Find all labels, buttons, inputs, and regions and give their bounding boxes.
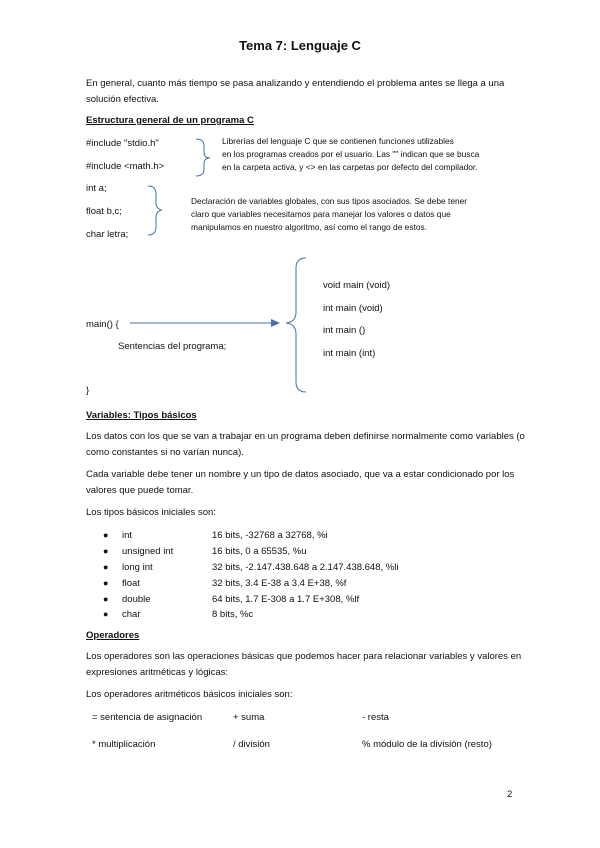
globals-brace	[148, 186, 162, 235]
main-arrow-head	[271, 319, 280, 327]
var-char: char letra;	[86, 229, 129, 240]
operators-paragraph-1: Los operadores son las operaciones básicas que podemos hacer para relacionar variables y valores en expresiones aritméticas y lógicas:	[86, 651, 522, 678]
operator-subtract: - resta	[362, 712, 389, 723]
main-close: }	[86, 385, 90, 396]
main-variant-int-int: int main (int)	[323, 348, 376, 359]
page-number: 2	[507, 789, 513, 800]
type-desc: 16 bits, -32768 a 32768, %i	[212, 530, 328, 541]
globals-note-2: claro que variables necesitamos para manejar los valores o datos que	[191, 209, 451, 219]
operator-modulo: % módulo de la división (resto)	[362, 739, 492, 750]
structure-heading: Estructura general de un programa C	[86, 115, 254, 126]
type-desc: 32 bits, -2.147.438.648 a 2.147.438.648, %li	[212, 562, 399, 573]
statements-text: Sentencias del programa;	[118, 341, 227, 352]
type-name: char	[122, 609, 141, 620]
variables-heading: Variables: Tipos básicos	[86, 410, 197, 421]
operator-multiply: * multiplicación	[92, 739, 156, 750]
main-variant-int-void: int main (void)	[323, 303, 383, 314]
type-name: double	[122, 594, 151, 605]
includes-brace	[196, 139, 210, 176]
type-desc: 64 bits, 1.7 E-308 a 1.7 E+308, %lf	[212, 594, 360, 605]
type-name: int	[122, 530, 133, 541]
intro-paragraph: En general, cuanto más tiempo se pasa analizando y entendiendo el problema antes se llega a una solución efectiva.	[86, 78, 505, 105]
operators-paragraph-2: Los operadores aritméticos básicos iniciales son:	[86, 689, 293, 700]
type-name: long int	[122, 562, 153, 573]
main-variant-void-void: void main (void)	[323, 280, 391, 291]
type-desc: 8 bits, %c	[212, 609, 254, 620]
bullet: ●	[103, 546, 109, 556]
type-desc: 32 bits, 3.4 E-38 a 3.4 E+38, %f	[212, 578, 347, 589]
globals-note-3: manipulamos en nuestro algoritmo, así como el rango de estos.	[191, 222, 428, 232]
main-variant-int-empty: int main ()	[323, 325, 366, 336]
variables-paragraph-3: Los tipos básicos iniciales son:	[86, 507, 216, 518]
globals-note-1: Declaración de variables globales, con sus tipos asociados. Se debe tener	[191, 196, 468, 206]
operator-divide: / división	[233, 739, 270, 750]
var-int: int a;	[86, 183, 107, 194]
main-variants-brace	[286, 258, 306, 392]
type-name: unsigned int	[122, 546, 174, 557]
libraries-note-1: Librerías del lenguaje C que se contienen funciones utilizables	[222, 136, 454, 146]
variables-paragraph-1: Los datos con los que se van a trabajar en un programa deben definirse normalmente como variables (o como constantes si no varían nunca).	[86, 431, 525, 458]
var-float: float b,c;	[86, 206, 122, 217]
operator-sum: + suma	[233, 712, 265, 723]
bullet: ●	[103, 609, 109, 619]
operator-assignment: = sentencia de asignación	[92, 712, 203, 723]
libraries-note-2: en los programas creados por el usuario. Las "" indican que se busca	[222, 149, 480, 159]
include-stdio: #include "stdio.h"	[86, 138, 159, 149]
main-open: main() {	[86, 319, 119, 330]
variables-paragraph-2: Cada variable debe tener un nombre y un tipo de datos asociado, que va a estar condicionado por los valores que puede tomar.	[86, 469, 515, 496]
type-desc: 16 bits, 0 a 65535, %u	[212, 546, 307, 557]
page-title: Tema 7: Lenguaje C	[239, 38, 361, 53]
type-name: float	[122, 578, 140, 589]
bullet: ●	[103, 562, 109, 572]
libraries-note-3: en la carpeta activa, y <> en las carpetas por defecto del compilador.	[222, 162, 478, 172]
operators-heading: Operadores	[86, 630, 140, 641]
bullet: ●	[103, 578, 109, 588]
bullet: ●	[103, 594, 109, 604]
include-math: #include <math.h>	[86, 161, 165, 172]
bullet: ●	[103, 530, 109, 540]
